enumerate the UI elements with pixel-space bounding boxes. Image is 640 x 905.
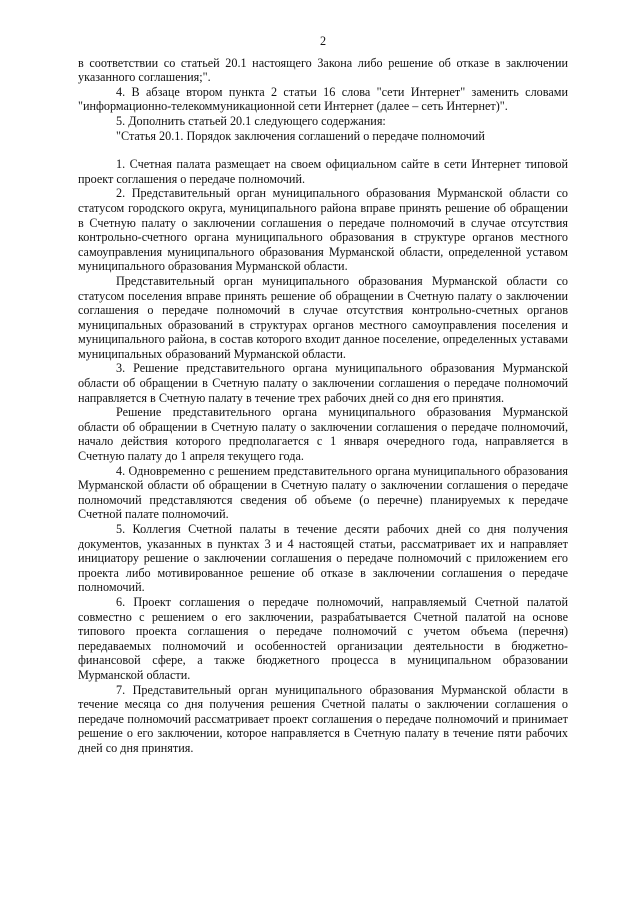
article-clause-6: 6. Проект соглашения о передаче полномочий, направляемый Счетной палатой совместно с решением о его заключении, разрабатывается Счетной палатой на основе типового проекта соглашения о передаче полномочий с учетом объема (перечня) передаваемых полномочий и особенностей организации деятельности в бюджетно-финансовой сфере, а также бюджетного процесса в муниципальном образовании Мурманской области.	[78, 594, 568, 682]
page-number: 2	[319, 34, 327, 48]
spacer	[78, 143, 568, 157]
document-page	[78, 34, 568, 756]
article-clause-4: 4. Одновременно с решением представительного органа муниципального образования Мурманской области об обращении в Счетную палату о заключении соглашения о передаче полномочий представляются сведения об объеме (о перечне) планируемых к передаче Счетной палате полномочий.	[78, 463, 568, 522]
article-clause-2: 2. Представительный орган муниципального образования Мурманской области со статусом городского округа, муниципального района вправе принять решение об обращении в Счетную палату о заключении соглашения о передаче полномочий в случае отсутствия контрольно-счетного органа муниципального образования в структуре органов местного самоуправления муниципального образования Мурманской области, определенной уставом муниципального образования Мурманской области.	[78, 186, 568, 274]
paragraph-continuation: в соответствии со статьей 20.1 настоящего Закона либо решение об отказе в заключении указанного соглашения;".	[78, 55, 568, 85]
paragraph-item-5: 5. Дополнить статьей 20.1 следующего содержания:	[116, 113, 386, 128]
article-clause-2-part-2: Представительный орган муниципального образования Мурманской области со статусом поселения вправе принять решение об обращении в Счетную палату о заключении соглашения о передаче полномочий в случае отсутствия контрольно-счетных органов муниципальных образований в структурах органов местного самоуправления поселения и муниципального района, в состав которого входит данное поселение, определенных уставами муниципальных образований Мурманской области.	[78, 273, 568, 361]
article-heading: "Статья 20.1. Порядок заключения соглашений о передаче полномочий	[116, 128, 485, 143]
paragraph-item-4: 4. В абзаце втором пункта 2 статьи 16 слова "сети Интернет" заменить словами "информационно-телекоммуникационной сети Интернет (далее – сеть Интернет)".	[78, 84, 568, 114]
article-clause-7: 7. Представительный орган муниципального образования Мурманской области в течение месяца со дня получения решения Счетной палаты о заключении соглашения о передаче полномочий рассматривает проект соглашения о передаче полномочий и принимает решение о его заключении, которое направляется в Счетную палату в течение пяти рабочих дней со дня принятия.	[78, 682, 568, 755]
article-clause-3-part-2: Решение представительного органа муниципального образования Мурманской области об обращении в Счетную палату о заключении соглашения о передаче полномочий, начало действия которого предполагается с 1 января очередного года, направляется в Счетную палату до 1 апреля текущего года.	[78, 405, 568, 464]
article-clause-3: 3. Решение представительного органа муниципального образования Мурманской области об обращении в Счетную палату о заключении соглашения о передаче полномочий направляется в Счетную палату в течение трех рабочих дней со дня его принятия.	[78, 361, 568, 405]
article-clause-1: 1. Счетная палата размещает на своем официальном сайте в сети Интернет типовой проект соглашения о передаче полномочий.	[78, 157, 568, 186]
article-clause-5: 5. Коллегия Счетной палаты в течение десяти рабочих дней со дня получения документов, указанных в пунктах 3 и 4 настоящей статьи, рассматривает их и направляет инициатору решение о заключении соглашения о передаче полномочий с приложением его проекта либо мотивированное решение об отказе в заключении соглашения о передаче полномочий.	[78, 522, 568, 595]
